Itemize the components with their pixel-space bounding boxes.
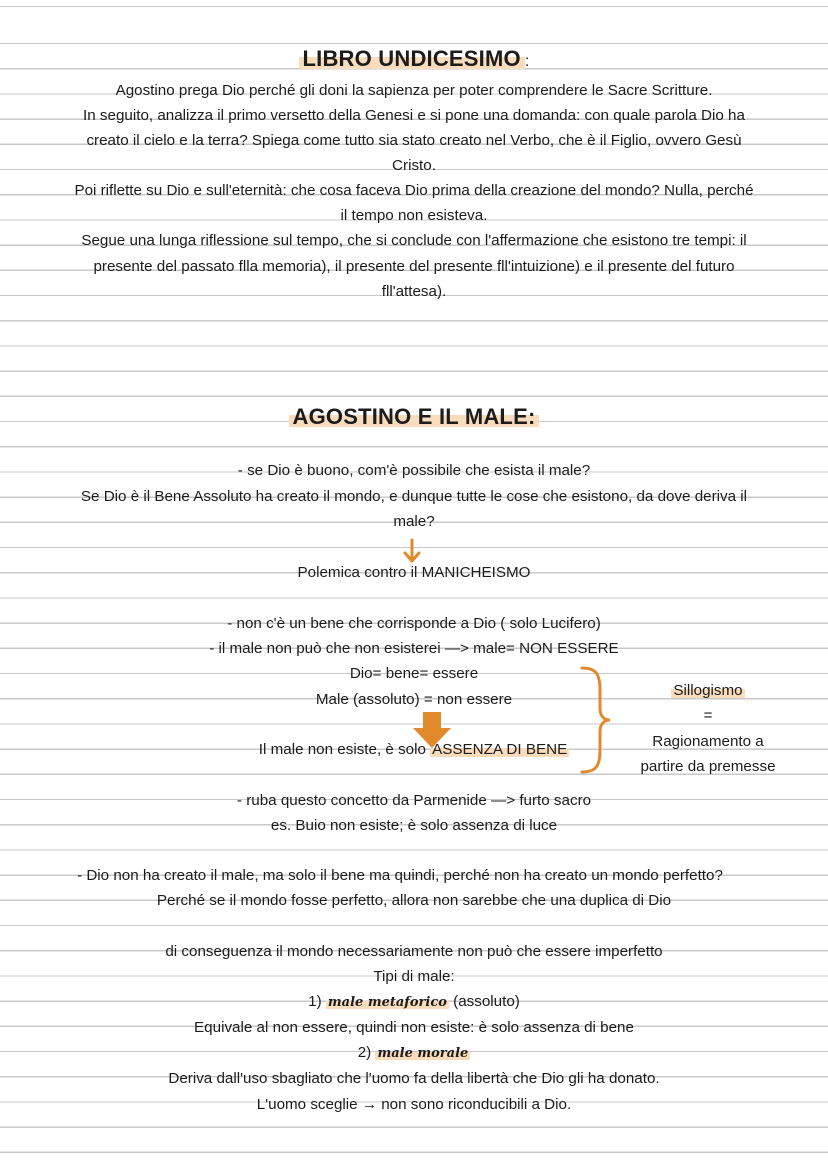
polemic-line: Polemica contro il MANICHEISMO xyxy=(297,564,531,581)
paragraph-line: creato il cielo e la terra? Spiega come tutto sia stato creato nel Verbo, che è il Figlio, ovvero Gesù xyxy=(86,132,742,149)
paragraph-line: presente del passato flla memoria), il presente del presente fll'intuizione) e il presente del futuro xyxy=(93,258,735,275)
syllogism-equals: = xyxy=(703,707,713,724)
paragraph-line: In seguito, analizza il primo versetto della Genesi e si pone una domanda: con quale parola Dio ha xyxy=(83,107,745,124)
paragraph-line: Poi riflette su Dio e sull'eternità: che cosa faceva Dio prima della creazione del mondo? Nulla, perché xyxy=(74,182,754,199)
type-2-description: Deriva dall'uso sbagliato che l'uomo fa della libertà che Dio gli ha donato. xyxy=(168,1070,660,1087)
perfection-line: Perché se il mondo fosse perfetto, allora non sarebbe che una duplica di Dio xyxy=(156,892,672,909)
perfection-line: di conseguenza il mondo necessariamente non può che essere imperfetto xyxy=(165,943,663,960)
syllogism-definition-1: Ragionamento a xyxy=(652,733,764,750)
section-title-libro-undicesimo: LIBRO UNDICESIMO : xyxy=(0,44,828,77)
curly-brace-icon xyxy=(578,664,612,776)
type-1-description: Equivale al non essere, quindi non esiste: è solo assenza di bene xyxy=(194,1019,634,1036)
paragraph-line: il tempo non esisteva. xyxy=(340,207,488,224)
paragraph-line: fll'attesa). xyxy=(381,283,447,300)
section-title-agostino-e-il-male: AGOSTINO E IL MALE: xyxy=(0,402,828,432)
question-line: male? xyxy=(393,513,435,530)
syllogism-definition-2: partire da premesse xyxy=(640,758,776,775)
type-2-title: 2) male morale xyxy=(357,1044,469,1061)
paragraph-line: Cristo. xyxy=(392,157,436,174)
syllogism-premise-1: Dio= bene= essere xyxy=(349,665,479,682)
syllogism-conclusion: Il male non esiste, è solo ASSENZA DI BENE xyxy=(258,741,568,758)
argument-line: - non c'è un bene che corrisponde a Dio ( solo Lucifero) xyxy=(227,615,601,632)
syllogism-premise-2: Male (assoluto) = non essere xyxy=(315,691,513,708)
paragraph-line: Segue una lunga riflessione sul tempo, che si conclude con l'affermazione che esistono tre tempi: il xyxy=(81,232,747,249)
argument-line: - il male non può che non esisterei —> male= NON ESSERE xyxy=(209,640,619,657)
type-2-description-2: L'uomo sceglie → non sono riconducibili a Dio. xyxy=(256,1096,572,1113)
types-heading: Tipi di male: xyxy=(373,968,455,985)
question-line: - se Dio è buono, com'è possibile che esista il male? xyxy=(237,462,591,479)
parmenide-line: - ruba questo concetto da Parmenide —> furto sacro xyxy=(236,792,592,809)
question-line: Se Dio è il Bene Assoluto ha creato il mondo, e dunque tutte le cose che esistono, da dove deriva il xyxy=(80,488,748,505)
parmenide-line: es. Buio non esiste; è solo assenza di luce xyxy=(270,817,558,834)
paragraph-line: Agostino prega Dio perché gli doni la sapienza per poter comprendere le Sacre Scritture. xyxy=(115,82,713,99)
type-1-title: 1) male metaforico (assoluto) xyxy=(308,993,520,1010)
perfection-line: - Dio non ha creato il male, ma solo il bene ma quindi, perché non ha creato un mondo perfetto? xyxy=(77,867,723,884)
syllogism-label: Sillogismo xyxy=(673,682,743,699)
